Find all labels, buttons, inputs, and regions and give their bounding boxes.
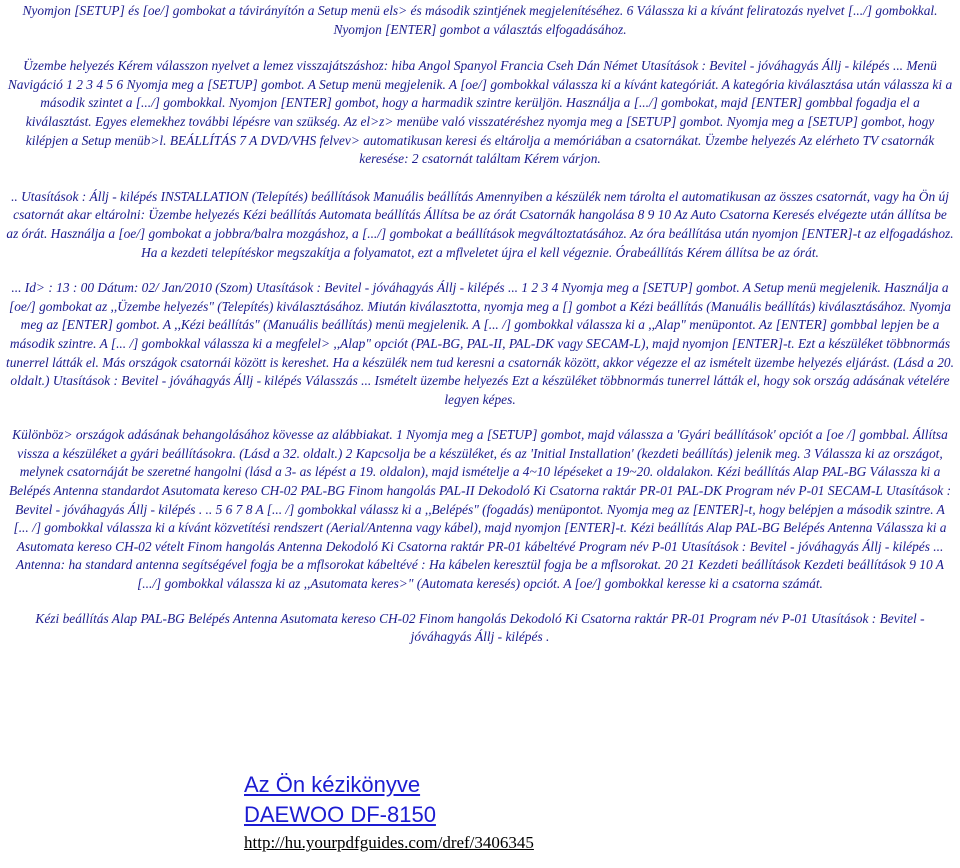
source-url-link[interactable]: http://hu.yourpdfguides.com/dref/3406345 [244,833,534,852]
paragraph-gap [6,169,954,188]
manual-page [6,2,954,647]
paragraph-setup-intro: Nyomjon [SETUP] és [oe/] gombokat a távirányítón a Setup menü els> és második szintjének megjelenítéséhez. 6 Válassza ki a kívánt feliratozás nyelvet [.../] gombokkal. Nyomjon [ENTER] gombot a választás elfogadásához. [22,3,938,37]
paragraph-clock-setup: ... Id> : 13 : 00 Dátum: 02/ Jan/2010 (Szom) Utasítások : Bevitel - jóváhagyás Állj - kilépés ... 1 2 3 4 Nyomja meg a [SETUP] gombot. A Setup menü megjelenik. Használja a [oe/] gombokat az ,,Üzembe helyezés" (Telepítés) kiválasztásához. Miután kiválasztotta, nyomja meg a [] gombot a Kézi beállítás (Manuális beállítás) kiválasztásához. Nyomja meg az [ENTER] gombot. A ,,Kézi beállítás" (Manuális beállítás) menü megjelenik. A [... /] gombokkal válassza ki a ,,Alap" menüpontot. Az [ENTER] gombbal lepjen be a második szintre. A [... /] gombokkal válassza ki a megfelel> ,,Alap" opciót (PAL-BG, PAL-II, PAL-DK vagy SECAM-L), majd nyomjon [ENTER]-t. Ezt a készüléket többnormás tunerrel látták el. Más országok csatornái között is kereshet. Ha a készülék nem tud keresni a csatornák között, akkor végezze el az ismételt üzembe helyezés eljárást. (Lásd a 20. oldalt.) Utasítások : Bevitel - jóváhagyás Állj - kilépés Válasszás ... Ismételt üzembe helyezés Ezt a készüléket többnormás tunerrel látták el, hogy sok ország adásának vételére legyen képes. [6,280,954,407]
paragraph-gap [6,262,954,279]
paragraph-gap [6,39,954,57]
paragraph-gap [6,594,954,610]
model-link[interactable]: DAEWOO DF-8150 [244,802,436,827]
paragraph-manual-settings: .. Utasítások : Állj - kilépés INSTALLATION (Telepítés) beállítások Manuális beállítás Amennyiben a készülék nem tárolta el automatikusan az összes csatornát, vagy ha Ön új csatornát akar eltárolni: Üzembe helyezés Kézi beállítás Automata beállítás Állítsa be az órát Csatornák hangolása 8 9 10 Az Auto Csatorna Keresés elvégezte után állítsa be az órát. Használja a [oe/] gombokat a jobbra/balra mozgáshoz, a [.../] gombokat a beállítások megváltoztatásához. Az óra beállítása után nyomjon [ENTER]-t az elfogadáshoz. Ha a kezdeti telepítéskor megszakítja a folyamatot, ezt a mflveletet újra el kell végeznie. Órabeállítás Kérem állítsa be az órát. [6,188,954,260]
paragraph-manual-tuning-menu: Kézi beállítás Alap PAL-BG Belépés Antenna Asutomata kereso CH-02 Finom hangolás Dekodoló Ki Csatorna raktár PR-01 Program név P-01 Utasítások : Bevitel - jóváhagyás Állj - kilépés . [35,610,925,645]
footer-links [244,770,534,854]
paragraph-country-tuning: Különböz> országok adásának behangolásához kövesse az alábbiakat. 1 Nyomja meg a [SETUP] gombot, majd válassza a 'Gyári beállítások' opciót a [oe /] gombbal. Állítsa vissza a készüléket a gyári beállításokra. (Lásd a 32. oldalt.) 2 Kapcsolja be a készüléket, és az 'Initial Installation' (kezdeti beállítás) jelenik meg. 3 Válassza ki az országot, melynek csatornáját be szeretné hangolni (lásd a 3- as lépést a 19. oldalon), majd ismételje a 4~10 lépéseket a 19~20. oldalakon. Kézi beállítás Alap PAL-BG Válassza ki a Belépés Antenna standardot Asutomata kereso CH-02 PAL-BG Finom hangolás PAL-II Dekodoló Ki Csatorna raktár PR-01 PAL-DK Program név P-01 SECAM-L Utasítások : Bevitel - jóváhagyás Állj - kilépés . .. 5 6 7 8 A [... /] gombokkal válassz ki a ,,Belépés" (fogadás) menüpontot. Nyomja meg az [ENTER]-t, hogy belépjen a második szintre. A [... /] gombokkal válassza ki a kívánt közvetítési rendszert (Aerial/Antenna vagy kábel), majd nyomjon [ENTER]-t. Kézi beállítás Alap PAL-BG Belépés Antenna Válassza ki a Asutomata kereso CH-02 vételt Finom hangolás Antenna Dekodoló Ki Csatorna raktár PR-01 kábeltévé Program név P-01 Utasítások : Bevitel - jóváhagyás Állj - kilépés ... Antenna: ha standard antenna segítségével fogja be a mflsorokat kábeltévé : Ha kábelen keresztül fogja be a mflsorokat. 20 21 Kezdeti beállítások Kezdeti beállítások 9 10 A [.../] gombokkal válassza ki az ,,Asutomata keres>" (Automata keresés) opciót. A [oe/] gombokkal keresse ki a csatorna számát. [8,427,952,592]
manual-link[interactable]: Az Ön kézikönyve [244,772,421,797]
paragraph-installation-language: Üzembe helyezés Kérem válasszon nyelvet a lemez visszajátszáshoz: hiba Angol Spanyol Francia Cseh Dán Német Utasítások : Bevitel - jóváhagyás Állj - kilépés ... Menü Navigáció 1 2 3 4 5 6 Nyomja meg a [SETUP] gombot. A Setup menü megjelenik. A [oe/] gombokkal válassza ki a kívánt kategóriát. A kategória kiválasztása után válassza ki a második szintet a [.../] gombokkal. Nyomjon [ENTER] gombot, hogy a harmadik szintre kerüljön. Használja a [.../] gombokat, majd [ENTER] gombbal fogadja el a kiválasztást. Egyes elemekhez további lépésre van szükség. Az el>z> menübe való visszatéréshez nyomja meg a [SETUP] gombot. Nyomja meg a [SETUP] gombot, hogy kilépjen a Setup menüb>l. BEÁLLÍTÁS 7 A DVD/VHS felvev> automatikusan keresi és eltárolja a memóriában a csatornákat. Üzembe helyezés Az elérheto TV csatornák keresése: 2 csatornát találtam Kérem várjon. [7,58,953,167]
paragraph-gap [6,409,954,426]
